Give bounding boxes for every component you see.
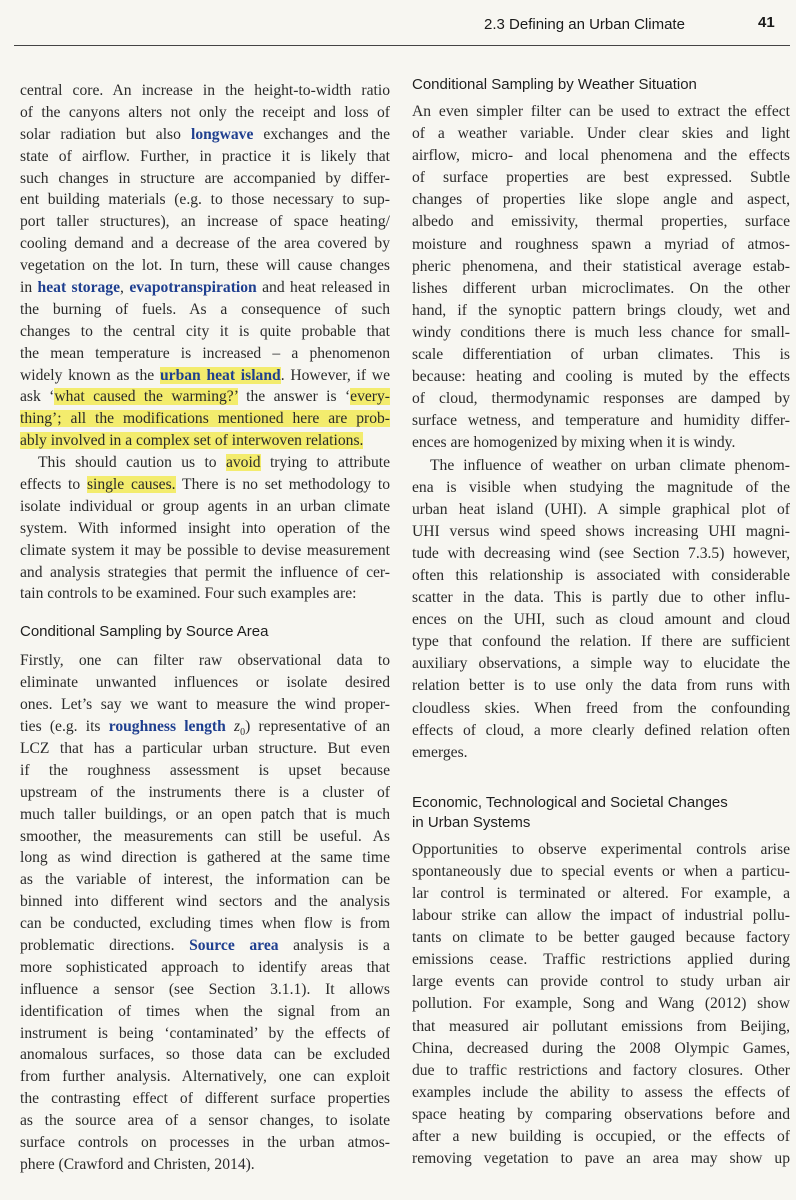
text-line: influence a sensor (see Section 3.1.1). It allows — [20, 980, 390, 998]
highlight: what caused the warming?’ — [54, 388, 238, 406]
text-line: scale differentiation of urban climates. This is — [412, 346, 790, 364]
running-header: 2.3 Defining an Urban Climate — [484, 16, 685, 33]
section-heading-economic-changes: Economic, Technological and Societal Changes — [412, 793, 728, 811]
text-line: emerges. — [412, 743, 468, 761]
text-line: such changes in structure are accompanied by differ- — [20, 169, 390, 187]
section-heading-economic-changes-line2: in Urban Systems — [412, 813, 531, 831]
text-line: ences on the UHI, such as cloud amount and cloud — [412, 611, 790, 629]
text-line: state of airflow. Further, in practice it is likely that — [20, 147, 390, 165]
text-line: the mean temperature is increased – a phenomenon — [20, 344, 390, 362]
keyword-heat-storage: heat storage — [37, 279, 121, 297]
text-line: of a weather variable. Under clear skies and light — [412, 125, 790, 143]
section-heading-source-area: Conditional Sampling by Source Area — [20, 623, 269, 641]
text-line: relation better is to use only the data from runs with — [412, 677, 790, 695]
text-line: LCZ that has a particular urban structure. But even — [20, 739, 390, 757]
text-line: system. With informed insight into operation of the — [20, 519, 390, 537]
text-line: Opportunities to observe experimental controls arise — [412, 840, 790, 858]
text-line: scatter in the data. This is partly due to other influ- — [412, 589, 790, 607]
text-line: space heating by comparing observations before and — [412, 1105, 790, 1123]
text-line: as the variable of interest, the information can be — [20, 871, 390, 889]
text-line: removing vegetation to pave an area may show up — [412, 1150, 790, 1168]
text-line: changes of properties like slope angle and aspect, — [412, 191, 790, 209]
text-line: hand, if the synoptic pattern brings cloudy, wet and — [412, 301, 790, 319]
keyword-roughness-length: roughness length — [108, 718, 226, 736]
text-line: cloudless skies. When freed from the confounding — [412, 699, 790, 717]
text-line: upstream of the instruments there is a cluster of — [20, 783, 390, 801]
keyword-urban-heat-island: urban heat island — [159, 366, 281, 384]
text-line: that measured air pollutant emissions from Beijing, — [412, 1017, 790, 1035]
text-line: lishes different urban microclimates. On the other — [412, 279, 790, 297]
text-line: effects to single causes. There is no set methodology to — [20, 476, 390, 494]
text-line: ences are homogenized by mixing when it is windy. — [412, 434, 736, 452]
text-line — [20, 408, 390, 430]
page-number: 41 — [758, 14, 775, 31]
text-line: if the roughness assessment is upset because — [20, 761, 390, 779]
text-line: type that confound the relation. If there are sufficient — [412, 633, 790, 651]
text-line: surface wetness, and temperature and humidity differ- — [412, 412, 790, 430]
text-line: more sophisticated approach to identify areas that — [20, 958, 390, 976]
keyword-source-area: Source area — [189, 936, 279, 954]
text-line: This should caution us to avoid trying to attribute — [38, 454, 390, 472]
text-line: anomalous surfaces, so those data can be excluded — [20, 1046, 390, 1064]
highlight: every- — [350, 388, 390, 406]
left-column — [20, 80, 390, 1176]
text-line: due to traffic restrictions and factory closures. Other — [412, 1061, 790, 1079]
text-line: ena is visible when studying the magnitude of the — [412, 478, 790, 496]
text-line: pollution. For example, Song and Wang (2012) show — [412, 995, 790, 1013]
highlight: avoid — [225, 454, 261, 472]
section-heading-weather-situation: Conditional Sampling by Weather Situation — [412, 76, 697, 93]
text-line: ties (e.g. its roughness length $z_0$) representative of an — [20, 718, 391, 739]
text-line — [20, 430, 390, 452]
text-line: phere (Crawford and Christen, 2014). — [20, 1155, 255, 1173]
text-line: tude with decreasing wind (see Section 7.3.5) however, — [412, 544, 790, 562]
header-rule — [14, 45, 790, 46]
text-line: of surface properties are best expressed. Subtle — [412, 169, 790, 187]
text-line: from further analysis. Alternatively, one can exploit — [20, 1068, 390, 1086]
text-line: vegetation on the lot. In turn, these will cause changes — [20, 257, 390, 275]
text-line: labour strike can allow the impact of industrial pollu- — [412, 907, 790, 925]
text-line: China, decreased during the 2008 Olympic Games, — [412, 1039, 790, 1057]
right-column — [412, 76, 790, 1170]
text-line: isolate individual or group agents in an urban climate — [20, 497, 390, 515]
text-line: moisture and roughness spawn a myriad of atmos- — [412, 235, 790, 253]
text-line: climate system it may be possible to devise measurement — [20, 541, 390, 559]
text-line: ent building materials (e.g. to those necessary to sup- — [20, 191, 390, 209]
text-line: examples include the ability to assess the effects of — [412, 1083, 790, 1101]
text-line: An even simpler filter can be used to extract the effect — [412, 103, 790, 120]
text-line: auxiliary observations, a simple way to elucidate the — [412, 655, 790, 673]
highlight: ably involved in a complex set of interwoven relations. — [20, 432, 364, 450]
text-line: solar radiation but also longwave exchanges and the — [20, 125, 391, 143]
text-line: often this relationship is associated with considerable — [412, 566, 790, 584]
text-line: pheric phenomena, and their statistical average estab- — [412, 257, 790, 275]
text-line: ask ‘what caused the warming?’ the answer is ‘every- — [20, 388, 390, 406]
text-line: in heat storage, evapotranspiration and heat released in — [20, 279, 391, 297]
text-line: of the canyons alters not only the receipt and loss of — [20, 103, 390, 121]
paragraph-canyon-changes — [20, 80, 390, 452]
text-line: as the source area of a sensor changes, to isolate — [20, 1112, 390, 1130]
text-line: tants on climate to be better gauged because factory — [412, 929, 790, 947]
text-line: after a new building is occupied, or the effects of — [412, 1128, 790, 1146]
highlight: single causes. — [86, 476, 176, 494]
text-line: widely known as the urban heat island. However, if we — [20, 366, 390, 384]
text-line: Firstly, one can filter raw observational data to — [20, 652, 390, 670]
text-line: cooling demand and a decrease of the area covered by — [20, 235, 390, 253]
text-line: and analysis strategies that permit the influence of cer- — [20, 563, 390, 581]
text-line: UHI versus wind speed shows increasing UHI magni- — [412, 522, 790, 540]
text-line: large events can provide control to study urban air — [412, 973, 790, 991]
text-line: ones. Let’s say we want to measure the wind proper- — [20, 696, 390, 714]
text-line: smoother, the measurements can still be useful. As — [20, 827, 390, 845]
text-line: much taller buildings, or an open patch that is much — [20, 805, 390, 823]
text-line: long as wind direction is gathered at the same time — [20, 849, 390, 867]
text-line: central core. An increase in the height-to-width ratio — [20, 82, 390, 99]
text-line: albedo and emissivity, thermal properties, surface — [412, 213, 790, 231]
keyword-longwave: longwave — [190, 125, 254, 143]
text-line: binned into different wind sectors and the analysis — [20, 893, 390, 911]
text-line: identification of times when the signal from an — [20, 1002, 390, 1020]
highlight: thing’; all the modifications mentioned here are prob- — [20, 410, 390, 428]
text-line: instrument is being ‘contaminated’ by the effects of — [20, 1024, 390, 1042]
text-line: lar control is terminated or altered. For example, a — [412, 885, 790, 902]
text-line: surface controls on processes in the urban atmos- — [20, 1133, 390, 1151]
text-line: port taller structures), an increase of space heating/ — [20, 213, 390, 231]
text-line: spontaneously due to special events or when a particu- — [412, 862, 790, 880]
paragraph-source-area — [20, 650, 390, 1175]
text-line: of cloud, thermodynamic responses are damped by — [412, 390, 790, 408]
text-line: because: heating and cooling is muted by the effects — [412, 368, 790, 386]
text-line: urban heat island (UHI). A simple graphical plot of — [412, 500, 790, 518]
paragraph-caution — [20, 452, 390, 605]
text-line: effects of cloud, a more clearly defined relation often — [412, 721, 790, 739]
text-line: can be conducted, excluding times when flow is from — [20, 915, 390, 933]
text-line: the burning of fuels. As a consequence of such — [20, 300, 390, 318]
paragraph-economic-changes — [412, 839, 790, 1170]
paragraph-weather-filter — [412, 101, 790, 455]
paragraph-weather-uhi — [412, 455, 790, 764]
text-line: eliminate unwanted influences or isolate desired — [20, 674, 390, 692]
text-line: problematic directions. Source area analysis is a — [20, 936, 390, 954]
text-line: The influence of weather on urban climate phenom- — [430, 456, 790, 474]
text-line: windy conditions there is much less chance for small- — [412, 323, 790, 341]
text-line: the contrasting effect of different surface properties — [20, 1090, 390, 1108]
text-line: changes to the central city it is quite probable that — [20, 322, 390, 340]
keyword-evapotranspiration: evapotranspiration — [129, 279, 257, 297]
text-line: airflow, micro- and local phenomena and the effects — [412, 147, 790, 165]
text-line: tain controls to be examined. Four such examples are: — [20, 585, 357, 603]
text-line: emissions cease. Traffic restrictions applied during — [412, 951, 790, 969]
